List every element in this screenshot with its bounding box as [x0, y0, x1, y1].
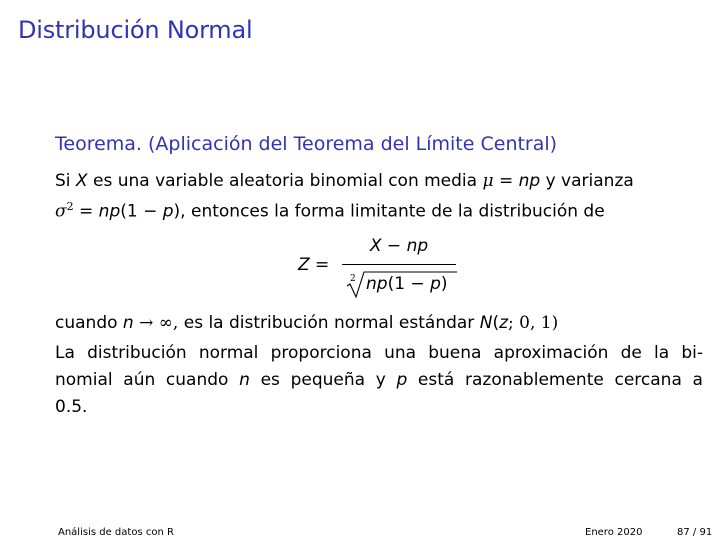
- variable-np: np: [98, 201, 121, 222]
- symbol-mu: μ: [482, 171, 494, 191]
- text: nomial aún cuando: [55, 370, 240, 390]
- paren-expr: (1 −: [387, 274, 431, 294]
- paragraph-line-2: [55, 367, 703, 394]
- equals-sign: =: [309, 255, 330, 275]
- paren-close: ),: [173, 201, 186, 222]
- text: es una variable aleatoria binomial con media: [87, 171, 483, 191]
- variable-z: Z: [298, 255, 310, 275]
- text: y varianza: [540, 171, 634, 191]
- footer-page-number: 87 / 91: [677, 527, 713, 538]
- variable-p: p: [430, 274, 441, 294]
- paren-close: ): [440, 274, 448, 294]
- variable-n: n: [239, 370, 250, 390]
- variable-np: np: [406, 236, 429, 256]
- exponent: 2: [66, 200, 74, 213]
- paren-open: (: [492, 313, 500, 333]
- limit-arrow: → ∞,: [133, 313, 179, 333]
- denominator: [342, 270, 456, 298]
- text: Si: [55, 171, 76, 191]
- text: cuando: [55, 313, 123, 333]
- root-index: 2: [350, 274, 356, 284]
- slide-title: Distribución Normal: [18, 16, 253, 44]
- symbol-sigma: σ: [55, 201, 67, 222]
- footer-course-title: Análisis de datos con R: [58, 527, 174, 538]
- variable-x: X: [369, 236, 382, 256]
- fraction-bar: [342, 264, 456, 265]
- equals-sign: =: [493, 171, 519, 191]
- theorem-line-2: [55, 194, 703, 225]
- equation-lhs: [298, 255, 329, 275]
- equals-sign: =: [73, 201, 99, 222]
- theorem-line-3: [55, 310, 703, 336]
- args: ; 0, 1): [508, 313, 559, 333]
- variable-x: X: [75, 171, 88, 191]
- theorem-line-1: [55, 168, 703, 194]
- radicand: [366, 274, 448, 294]
- function-n: N: [479, 313, 493, 333]
- theorem-title: Teorema. (Aplicación del Teorema del Límite Central): [55, 133, 558, 155]
- variable-p: p: [162, 201, 174, 222]
- body-paragraph: [55, 340, 703, 421]
- text: está razonablemente cercana a: [407, 370, 703, 390]
- variable-p: p: [396, 370, 408, 390]
- variable-np: np: [518, 171, 541, 191]
- text: es pequeña y: [249, 370, 397, 390]
- paren-expr: (1 −: [120, 201, 163, 222]
- paragraph-line-3: 0.5.: [55, 397, 88, 417]
- minus-sign: −: [381, 236, 407, 256]
- variable-np: np: [366, 274, 388, 294]
- numerator: [342, 236, 456, 256]
- text: es la distribución normal estándar: [178, 313, 480, 333]
- text: entonces la forma limitante de la distribución de: [185, 201, 605, 222]
- paragraph-line-1: La distribución normal proporciona una buena aproximación de la bi-: [55, 343, 703, 363]
- footer-date: Enero 2020: [585, 527, 643, 538]
- variable-z: z: [499, 313, 509, 333]
- variable-n: n: [122, 313, 134, 333]
